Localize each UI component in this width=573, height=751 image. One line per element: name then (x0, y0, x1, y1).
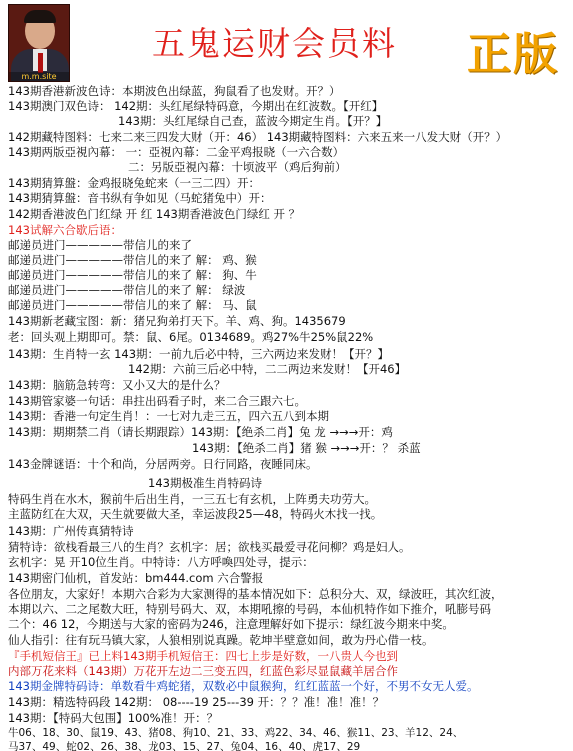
line-selected-range: 143期：精选特码段 142期： 08----19 25---39 开：？？准！准！准！？ (8, 695, 385, 709)
line-numbers-2: 马37、49、蛇02、26、38、龙03、15、27、兔04、16、40、虎17、29 (8, 741, 361, 751)
line-greeting-3: 二个：46 12，今期送与大家的密码为246，注意理解好如下提示：绿红波今期来中奖。 (8, 617, 454, 631)
riddle-row: 邮递员进门—————带信儿的来了 (8, 238, 192, 252)
line-poem-1: 特码生肖在水木，猴前牛后出生肖，一三五七有玄机，上阵勇夫功劳大。 (8, 492, 376, 506)
line-greeting-2: 本期以六、二之尾数大旺，特别号码大、双，本期吼擦的号码，本仙机特作如下推介，吼膨号码 (8, 602, 491, 616)
line-hidden-map: 142期藏特图料：七来二来三四发大财（开：46） 143期藏特图料：六来五来一八发大财（开？） (8, 130, 508, 144)
line-brain-teaser: 143期：脑筋急转弯：又小又大的是什么？ (8, 378, 226, 392)
photo-caption: m.m.site (9, 72, 69, 81)
line-ban-two: 143期：期期禁二肖（请长期跟踪）143期：【绝杀二肖】兔 龙 →→→开：鸡 (8, 425, 393, 439)
zhengban-stamp: 正版 (467, 29, 559, 80)
line-gold-riddle: 143金牌谜语：十个和尚，分居两旁。日行同路，夜睡同床。 (8, 457, 318, 471)
line-gold-poem: 143期金牌特码诗：单数看牛鸡蛇猪，双数必中鼠猴狗，红红蓝蓝一个好，不男不女无人爱。 (8, 679, 479, 693)
line-hk-wave-poem: 143期香港新波色诗：本期波色出绿蓝，狗鼠看了也发财。开？） (8, 84, 341, 98)
line-atv-inside-2: 二：另版亞視內幕：十顷波平（鸡后狗前） (128, 160, 347, 174)
line-abacus-1: 143期猜算盤：金鸡报晓兔蛇来（一三二四）开： (8, 176, 260, 190)
line-secret-door: 143期密门仙机，首发站：bm444.com 六合警报 (8, 571, 264, 585)
line-poem-title: 143期极准生肖特码诗 (148, 476, 262, 490)
riddle-row: 邮递员进门—————带信儿的来了 解： 鸡、猴 (8, 253, 257, 267)
section-riddle-title: 143试解六合歇后语： (8, 223, 122, 237)
page-title: 五鬼运财会员料 (152, 24, 397, 63)
riddle-row: 邮递员进门—————带信儿的来了 解： 绿波 (8, 283, 246, 297)
line-greeting-1: 各位朋友，大家好！本期六合彩为大家测得的基本情况如下：总积分大、双，绿波旺，其次红波， (8, 587, 503, 601)
line-mystery-char: 玄机字：晃 开10位生肖。中特诗：八方呼喚四处寻，提示： (8, 555, 314, 569)
line-sms-king: 『手机短信王』已上料143期手机短信王：四七上步是好数，一八贵人今也到 (8, 649, 398, 663)
line-hk-one-sentence: 143期：香港一句定生肖！：一七对九走三五，四六五八到本期 (8, 409, 329, 423)
line-numbers-1: 牛06、18、30、鼠19、43、猪08、狗10、21、33、鸡22、34、46、猴11、23、羊12、24、 (8, 727, 464, 739)
line-macau-poem: 143期澳门双色诗： 142期：头红尾绿特码意，今期出在红波数。【开红】 (8, 99, 384, 113)
line-treasure-new: 143期新老藏宝图：新：猪兄狗弟打天下。羊、鸡、狗。1435679 (8, 314, 346, 328)
line-big-cover: 143期：【特码大包围】100%准！开：？ (8, 711, 219, 725)
line-kill-two: 143期：【绝杀二肖】猪 猴 →→→开：？ 杀蓝 (192, 441, 421, 455)
line-abacus-2: 143期猜算盤：音书纵有争如见（马蛇猪兔中）开： (8, 191, 272, 205)
line-wanhua: 内部万花来料（143期）万花开左边二三变五四，红蓝色彩尽显鼠藏羊居合作 (8, 664, 398, 678)
line-macau-poem-2: 143期：头红尾绿自己查，蓝波今期定生肖。【开？】 (118, 114, 388, 128)
line-atv-inside-1: 143期两版亞視內幕： 一：亞視內幕：二金平鸡报晓（一六合数） (8, 145, 345, 159)
riddle-row: 邮递员进门—————带信儿的来了 解： 狗、牛 (8, 268, 257, 282)
line-guangzhou-fax: 143期：广州传真猜特诗 (8, 524, 134, 538)
line-poem-2: 主蓝防红在大双，天生就要做大圣，幸运波段25—48，特码火木找一找。 (8, 507, 383, 521)
line-treasure-old: 老：回头观上期即可。禁：鼠、6尾。0134689。鸡27%牛25%鼠22% (8, 330, 374, 344)
line-immortal-guide: 仙人指引：往有玩马镇大家，人狼相别说真躁。乾坤半壁意如间，敢为丹心借一枝。 (8, 633, 434, 647)
line-zodiac-mystery-2: 142期：六前三后必中特，二二两边来发财！【开46】 (128, 362, 407, 376)
line-housekeeper: 143期管家婆一句话：串拄出码看子时，来二合三跟六七。 (8, 394, 306, 408)
avatar-photo (8, 4, 70, 82)
line-guess-poem: 猜特诗：欲栈看最三八的生肖？玄机字：居；欲栈买最爱寻花问柳？鸡是妇人。 (8, 540, 411, 554)
line-wave-door: 142期香港波色门红绿 开 红 143期香港波色门绿红 开 ？ (8, 207, 301, 221)
line-zodiac-mystery: 143期：生肖特一玄 143期：一前九后必中特，三六两边来发财！【开？】 (8, 347, 390, 361)
riddle-row: 邮递员进门—————带信儿的来了 解： 马、鼠 (8, 298, 257, 312)
